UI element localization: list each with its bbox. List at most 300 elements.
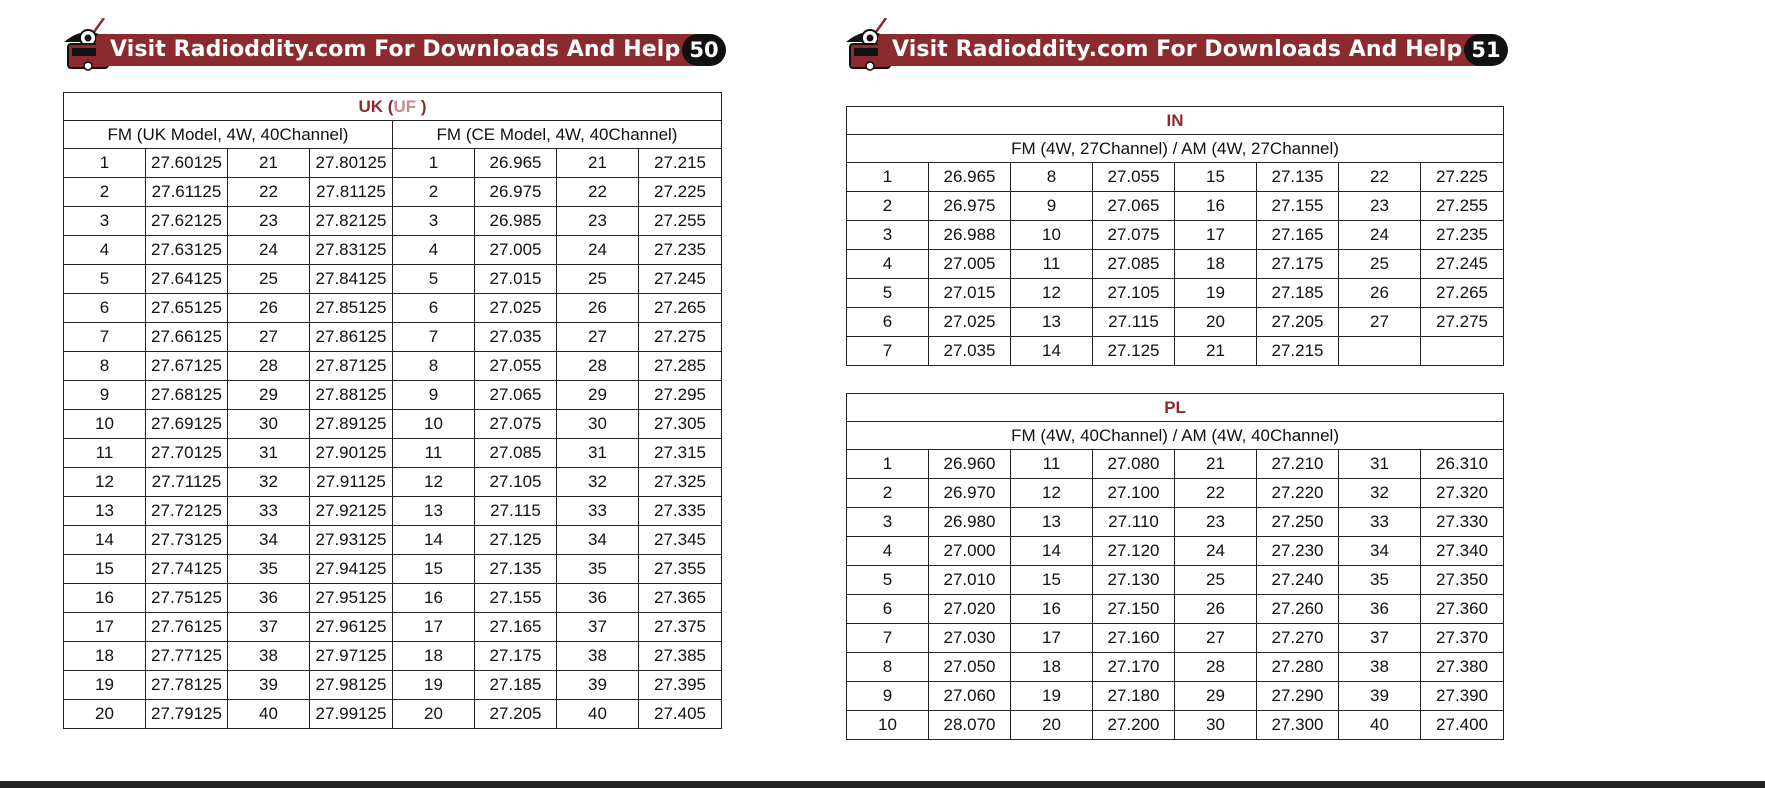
frequency-cell: 27.060 (929, 682, 1011, 711)
pl-table-row (847, 479, 1504, 508)
frequency-cell: 27.030 (929, 624, 1011, 653)
channel-number-cell: 6 (847, 308, 929, 337)
frequency-cell: 27.380 (1421, 653, 1504, 682)
frequency-cell: 27.96125 (310, 613, 393, 642)
channel-number-cell: 28 (557, 352, 639, 381)
channel-number-cell: 1 (64, 149, 146, 178)
uk-table-row (64, 178, 722, 207)
channel-number-cell: 25 (228, 265, 310, 294)
channel-number-cell: 15 (64, 555, 146, 584)
frequency-cell: 27.275 (1421, 308, 1504, 337)
frequency-cell: 27.010 (929, 566, 1011, 595)
uk-frequency-table (63, 92, 722, 729)
frequency-cell: 27.165 (475, 613, 557, 642)
pl-table-row (847, 653, 1504, 682)
frequency-cell: 26.310 (1421, 450, 1504, 479)
channel-number-cell: 5 (393, 265, 475, 294)
channel-number-cell: 15 (1175, 163, 1257, 192)
channel-number-cell: 8 (847, 653, 929, 682)
frequency-cell: 27.005 (929, 250, 1011, 279)
frequency-cell: 27.91125 (310, 468, 393, 497)
frequency-cell: 27.385 (639, 642, 722, 671)
channel-number-cell: 1 (393, 149, 475, 178)
frequency-cell: 27.315 (639, 439, 722, 468)
uk-table-row (64, 149, 722, 178)
channel-number-cell: 19 (1175, 279, 1257, 308)
channel-number-cell: 10 (847, 711, 929, 740)
channel-number-cell: 8 (393, 352, 475, 381)
frequency-cell: 27.99125 (310, 700, 393, 729)
header-banner (96, 34, 718, 66)
frequency-cell: 27.160 (1093, 624, 1175, 653)
frequency-cell: 27.135 (1257, 163, 1339, 192)
frequency-cell: 26.975 (475, 178, 557, 207)
frequency-cell: 27.285 (639, 352, 722, 381)
channel-number-cell: 35 (1339, 566, 1421, 595)
channel-number-cell: 27 (228, 323, 310, 352)
frequency-cell: 27.83125 (310, 236, 393, 265)
channel-number-cell: 18 (64, 642, 146, 671)
channel-number-cell: 7 (847, 337, 929, 366)
channel-number-cell: 18 (1011, 653, 1093, 682)
frequency-cell: 27.105 (1093, 279, 1175, 308)
channel-number-cell: 24 (1339, 221, 1421, 250)
channel-number-cell: 14 (64, 526, 146, 555)
channel-number-cell: 24 (1175, 537, 1257, 566)
frequency-cell: 27.61125 (146, 178, 228, 207)
frequency-cell: 27.175 (475, 642, 557, 671)
frequency-cell: 27.110 (1093, 508, 1175, 537)
channel-number-cell: 21 (1175, 337, 1257, 366)
frequency-cell: 27.265 (1421, 279, 1504, 308)
channel-number-cell: 18 (393, 642, 475, 671)
frequency-cell: 27.215 (1257, 337, 1339, 366)
channel-number-cell: 7 (64, 323, 146, 352)
frequency-cell: 27.255 (639, 207, 722, 236)
channel-number-cell: 39 (557, 671, 639, 700)
frequency-cell: 27.330 (1421, 508, 1504, 537)
page-number: 51 (1464, 34, 1508, 66)
channel-number-cell: 25 (1175, 566, 1257, 595)
frequency-cell: 27.320 (1421, 479, 1504, 508)
channel-number-cell: 6 (393, 294, 475, 323)
frequency-cell: 27.170 (1093, 653, 1175, 682)
frequency-cell: 27.075 (475, 410, 557, 439)
frequency-cell: 27.015 (929, 279, 1011, 308)
channel-number-cell: 32 (1339, 479, 1421, 508)
frequency-cell: 26.975 (929, 192, 1011, 221)
channel-number-cell: 36 (1339, 595, 1421, 624)
channel-number-cell: 38 (557, 642, 639, 671)
frequency-cell: 27.210 (1257, 450, 1339, 479)
channel-number-cell: 30 (1175, 711, 1257, 740)
frequency-cell: 27.205 (475, 700, 557, 729)
frequency-cell: 27.165 (1257, 221, 1339, 250)
ce-model-subtitle: FM (CE Model, 4W, 40Channel) (393, 121, 722, 149)
frequency-cell: 27.86125 (310, 323, 393, 352)
pl-table-row (847, 711, 1504, 740)
channel-number-cell: 31 (1339, 450, 1421, 479)
channel-number-cell: 6 (64, 294, 146, 323)
in-table-row (847, 308, 1504, 337)
channel-number-cell: 32 (228, 468, 310, 497)
channel-number-cell: 20 (393, 700, 475, 729)
channel-number-cell: 40 (228, 700, 310, 729)
frequency-cell: 27.94125 (310, 555, 393, 584)
channel-number-cell: 11 (393, 439, 475, 468)
channel-number-cell: 26 (1175, 595, 1257, 624)
frequency-cell: 27.365 (639, 584, 722, 613)
frequency-cell: 27.64125 (146, 265, 228, 294)
channel-number-cell: 3 (847, 221, 929, 250)
frequency-cell: 27.73125 (146, 526, 228, 555)
channel-number-cell: 10 (64, 410, 146, 439)
frequency-cell: 27.305 (639, 410, 722, 439)
frequency-cell: 27.270 (1257, 624, 1339, 653)
frequency-cell: 28.070 (929, 711, 1011, 740)
frequency-cell: 27.67125 (146, 352, 228, 381)
frequency-cell: 27.260 (1257, 595, 1339, 624)
frequency-cell: 27.60125 (146, 149, 228, 178)
frequency-cell: 26.960 (929, 450, 1011, 479)
frequency-cell: 27.155 (1257, 192, 1339, 221)
channel-number-cell: 17 (393, 613, 475, 642)
frequency-cell: 27.125 (1093, 337, 1175, 366)
frequency-cell: 27.335 (639, 497, 722, 526)
frequency-cell: 27.300 (1257, 711, 1339, 740)
frequency-cell: 27.84125 (310, 265, 393, 294)
channel-number-cell: 12 (393, 468, 475, 497)
frequency-cell: 26.985 (475, 207, 557, 236)
channel-number-cell: 17 (1175, 221, 1257, 250)
channel-number-cell: 13 (1011, 508, 1093, 537)
frequency-cell: 27.230 (1257, 537, 1339, 566)
frequency-cell: 27.345 (639, 526, 722, 555)
pl-table-row (847, 682, 1504, 711)
channel-number-cell: 25 (557, 265, 639, 294)
channel-number-cell: 36 (228, 584, 310, 613)
frequency-cell: 27.350 (1421, 566, 1504, 595)
channel-number-cell: 16 (64, 584, 146, 613)
frequency-cell: 27.92125 (310, 497, 393, 526)
channel-number-cell: 33 (228, 497, 310, 526)
uk-table-row (64, 207, 722, 236)
frequency-cell: 27.255 (1421, 192, 1504, 221)
frequency-cell: 26.970 (929, 479, 1011, 508)
channel-number-cell: 39 (1339, 682, 1421, 711)
frequency-cell: 27.89125 (310, 410, 393, 439)
frequency-cell: 27.180 (1093, 682, 1175, 711)
left-page (0, 0, 882, 788)
channel-number-cell: 26 (557, 294, 639, 323)
bottom-divider (0, 781, 1765, 788)
frequency-cell: 27.225 (639, 178, 722, 207)
frequency-cell: 27.100 (1093, 479, 1175, 508)
channel-number-cell: 27 (1339, 308, 1421, 337)
in-table-row (847, 279, 1504, 308)
uk-model-subtitle: FM (UK Model, 4W, 40Channel) (64, 121, 393, 149)
frequency-cell: 27.76125 (146, 613, 228, 642)
uk-table-row (64, 613, 722, 642)
frequency-cell: 27.355 (639, 555, 722, 584)
uk-table-row (64, 381, 722, 410)
frequency-cell: 27.225 (1421, 163, 1504, 192)
in-table-row (847, 163, 1504, 192)
channel-number-cell: 19 (64, 671, 146, 700)
frequency-cell: 27.340 (1421, 537, 1504, 566)
uk-table-row (64, 555, 722, 584)
channel-number-cell: 29 (1175, 682, 1257, 711)
frequency-cell: 27.080 (1093, 450, 1175, 479)
channel-number-cell: 30 (557, 410, 639, 439)
channel-number-cell: 37 (1339, 624, 1421, 653)
frequency-cell: 26.965 (475, 149, 557, 178)
channel-number-cell: 14 (1011, 337, 1093, 366)
channel-number-cell: 29 (557, 381, 639, 410)
channel-number-cell: 9 (64, 381, 146, 410)
frequency-cell: 27.69125 (146, 410, 228, 439)
frequency-cell: 27.075 (1093, 221, 1175, 250)
pl-table-row (847, 566, 1504, 595)
channel-number-cell: 18 (1175, 250, 1257, 279)
uk-table-row (64, 671, 722, 700)
channel-number-cell: 5 (847, 279, 929, 308)
channel-number-cell: 40 (557, 700, 639, 729)
channel-number-cell: 20 (1011, 711, 1093, 740)
channel-number-cell: 4 (847, 537, 929, 566)
frequency-cell: 27.390 (1421, 682, 1504, 711)
channel-number-cell: 34 (557, 526, 639, 555)
pl-table-row (847, 450, 1504, 479)
frequency-cell: 27.185 (475, 671, 557, 700)
frequency-cell: 27.130 (1093, 566, 1175, 595)
frequency-cell: 27.250 (1257, 508, 1339, 537)
channel-number-cell: 23 (1339, 192, 1421, 221)
channel-number-cell: 22 (557, 178, 639, 207)
frequency-cell: 27.120 (1093, 537, 1175, 566)
channel-number-cell: 16 (1175, 192, 1257, 221)
channel-number-cell: 9 (1011, 192, 1093, 221)
channel-number-cell: 1 (847, 163, 929, 192)
channel-number-cell: 5 (847, 566, 929, 595)
channel-number-cell: 10 (1011, 221, 1093, 250)
uk-table-row (64, 410, 722, 439)
channel-number-cell: 13 (64, 497, 146, 526)
channel-number-cell: 11 (64, 439, 146, 468)
channel-number-cell: 34 (1339, 537, 1421, 566)
uk-table-row (64, 323, 722, 352)
channel-number-cell: 22 (1175, 479, 1257, 508)
uk-table-row (64, 526, 722, 555)
frequency-cell: 27.98125 (310, 671, 393, 700)
frequency-cell: 27.360 (1421, 595, 1504, 624)
channel-number-cell: 37 (228, 613, 310, 642)
frequency-cell: 27.025 (475, 294, 557, 323)
frequency-cell: 27.400 (1421, 711, 1504, 740)
channel-number-cell: 27 (557, 323, 639, 352)
frequency-cell: 27.275 (639, 323, 722, 352)
channel-number-cell: 34 (228, 526, 310, 555)
uk-table-row (64, 497, 722, 526)
frequency-cell: 27.72125 (146, 497, 228, 526)
channel-number-cell: 8 (64, 352, 146, 381)
frequency-cell: 27.77125 (146, 642, 228, 671)
channel-number-cell: 29 (228, 381, 310, 410)
channel-number-cell: 4 (393, 236, 475, 265)
frequency-cell: 27.395 (639, 671, 722, 700)
channel-number-cell: 26 (228, 294, 310, 323)
frequency-cell: 27.79125 (146, 700, 228, 729)
pl-table-row (847, 595, 1504, 624)
channel-number-cell: 35 (557, 555, 639, 584)
channel-number-cell: 19 (1011, 682, 1093, 711)
frequency-cell: 27.63125 (146, 236, 228, 265)
in-table-row (847, 192, 1504, 221)
channel-number-cell: 26 (1339, 279, 1421, 308)
frequency-cell: 27.78125 (146, 671, 228, 700)
channel-number-cell: 4 (64, 236, 146, 265)
frequency-cell: 27.88125 (310, 381, 393, 410)
frequency-cell: 27.80125 (310, 149, 393, 178)
channel-number-cell: 19 (393, 671, 475, 700)
channel-number-cell: 21 (557, 149, 639, 178)
channel-number-cell: 7 (847, 624, 929, 653)
header-banner (878, 34, 1500, 66)
uk-table-row (64, 584, 722, 613)
frequency-cell: 27.87125 (310, 352, 393, 381)
channel-number-cell: 22 (228, 178, 310, 207)
frequency-cell: 27.085 (475, 439, 557, 468)
in-table-row (847, 250, 1504, 279)
channel-number-cell: 13 (393, 497, 475, 526)
channel-number-cell: 12 (1011, 279, 1093, 308)
channel-number-cell: 2 (393, 178, 475, 207)
channel-number-cell: 35 (228, 555, 310, 584)
frequency-cell: 27.205 (1257, 308, 1339, 337)
channel-number-cell: 25 (1339, 250, 1421, 279)
in-table-subtitle: FM (4W, 27Channel) / AM (4W, 27Channel) (847, 135, 1504, 163)
channel-number-cell: 24 (557, 236, 639, 265)
channel-number-cell: 33 (557, 497, 639, 526)
uk-table-row (64, 294, 722, 323)
frequency-cell: 27.240 (1257, 566, 1339, 595)
frequency-cell: 27.055 (475, 352, 557, 381)
frequency-cell: 27.65125 (146, 294, 228, 323)
channel-number-cell: 11 (1011, 250, 1093, 279)
frequency-cell: 27.93125 (310, 526, 393, 555)
pl-table-row (847, 508, 1504, 537)
pl-frequency-table (846, 393, 1504, 740)
page-number: 50 (682, 34, 726, 66)
frequency-cell: 27.74125 (146, 555, 228, 584)
in-table-row (847, 221, 1504, 250)
frequency-cell: 27.115 (1093, 308, 1175, 337)
pl-table-title: PL (847, 394, 1504, 422)
channel-number-cell: 28 (228, 352, 310, 381)
channel-number-cell: 22 (1339, 163, 1421, 192)
channel-number-cell: 4 (847, 250, 929, 279)
channel-number-cell: 2 (847, 192, 929, 221)
frequency-cell: 27.375 (639, 613, 722, 642)
frequency-cell: 27.220 (1257, 479, 1339, 508)
channel-number-cell: 7 (393, 323, 475, 352)
channel-number-cell: 5 (64, 265, 146, 294)
channel-number-cell: 28 (1175, 653, 1257, 682)
frequency-cell: 27.065 (475, 381, 557, 410)
channel-number-cell: 15 (1011, 566, 1093, 595)
frequency-cell: 27.95125 (310, 584, 393, 613)
channel-number-cell: 31 (228, 439, 310, 468)
channel-number-cell: 30 (228, 410, 310, 439)
channel-number-cell: 17 (1011, 624, 1093, 653)
frequency-cell: 27.115 (475, 497, 557, 526)
channel-number-cell: 33 (1339, 508, 1421, 537)
frequency-cell: 27.265 (639, 294, 722, 323)
channel-number-cell: 14 (393, 526, 475, 555)
frequency-cell: 27.280 (1257, 653, 1339, 682)
pl-table-row (847, 537, 1504, 566)
channel-number-cell: 12 (64, 468, 146, 497)
channel-number-cell: 3 (393, 207, 475, 236)
frequency-cell: 27.90125 (310, 439, 393, 468)
channel-number-cell: 3 (847, 508, 929, 537)
frequency-cell: 27.66125 (146, 323, 228, 352)
frequency-cell: 27.055 (1093, 163, 1175, 192)
in-table-title: IN (847, 107, 1504, 135)
channel-number-cell: 13 (1011, 308, 1093, 337)
channel-number-cell: 16 (1011, 595, 1093, 624)
frequency-cell: 27.245 (639, 265, 722, 294)
channel-number-cell: 12 (1011, 479, 1093, 508)
frequency-cell: 27.405 (639, 700, 722, 729)
channel-number-cell: 9 (393, 381, 475, 410)
uk-table-row (64, 439, 722, 468)
frequency-cell: 27.85125 (310, 294, 393, 323)
frequency-cell: 27.370 (1421, 624, 1504, 653)
channel-number-cell (1339, 337, 1421, 366)
channel-number-cell: 23 (1175, 508, 1257, 537)
frequency-cell: 27.155 (475, 584, 557, 613)
uk-table-title: UK (UF ) (64, 93, 722, 121)
frequency-cell: 27.325 (639, 468, 722, 497)
uk-table-row (64, 265, 722, 294)
frequency-cell: 27.035 (475, 323, 557, 352)
uk-table-row (64, 642, 722, 671)
frequency-cell: 27.025 (929, 308, 1011, 337)
frequency-cell: 27.105 (475, 468, 557, 497)
frequency-cell: 27.71125 (146, 468, 228, 497)
channel-number-cell: 32 (557, 468, 639, 497)
frequency-cell: 27.82125 (310, 207, 393, 236)
channel-number-cell: 15 (393, 555, 475, 584)
frequency-cell: 27.135 (475, 555, 557, 584)
channel-number-cell: 8 (1011, 163, 1093, 192)
channel-number-cell: 20 (1175, 308, 1257, 337)
channel-number-cell: 40 (1339, 711, 1421, 740)
uk-table-row (64, 352, 722, 381)
channel-number-cell: 3 (64, 207, 146, 236)
uk-table-row (64, 468, 722, 497)
frequency-cell: 27.290 (1257, 682, 1339, 711)
frequency-cell: 27.085 (1093, 250, 1175, 279)
frequency-cell: 27.75125 (146, 584, 228, 613)
frequency-cell: 27.70125 (146, 439, 228, 468)
channel-number-cell: 16 (393, 584, 475, 613)
uk-table-row (64, 700, 722, 729)
in-table-row (847, 337, 1504, 366)
frequency-cell: 27.215 (639, 149, 722, 178)
header-text: Visit Radioddity.com For Downloads And Help (892, 37, 1463, 62)
